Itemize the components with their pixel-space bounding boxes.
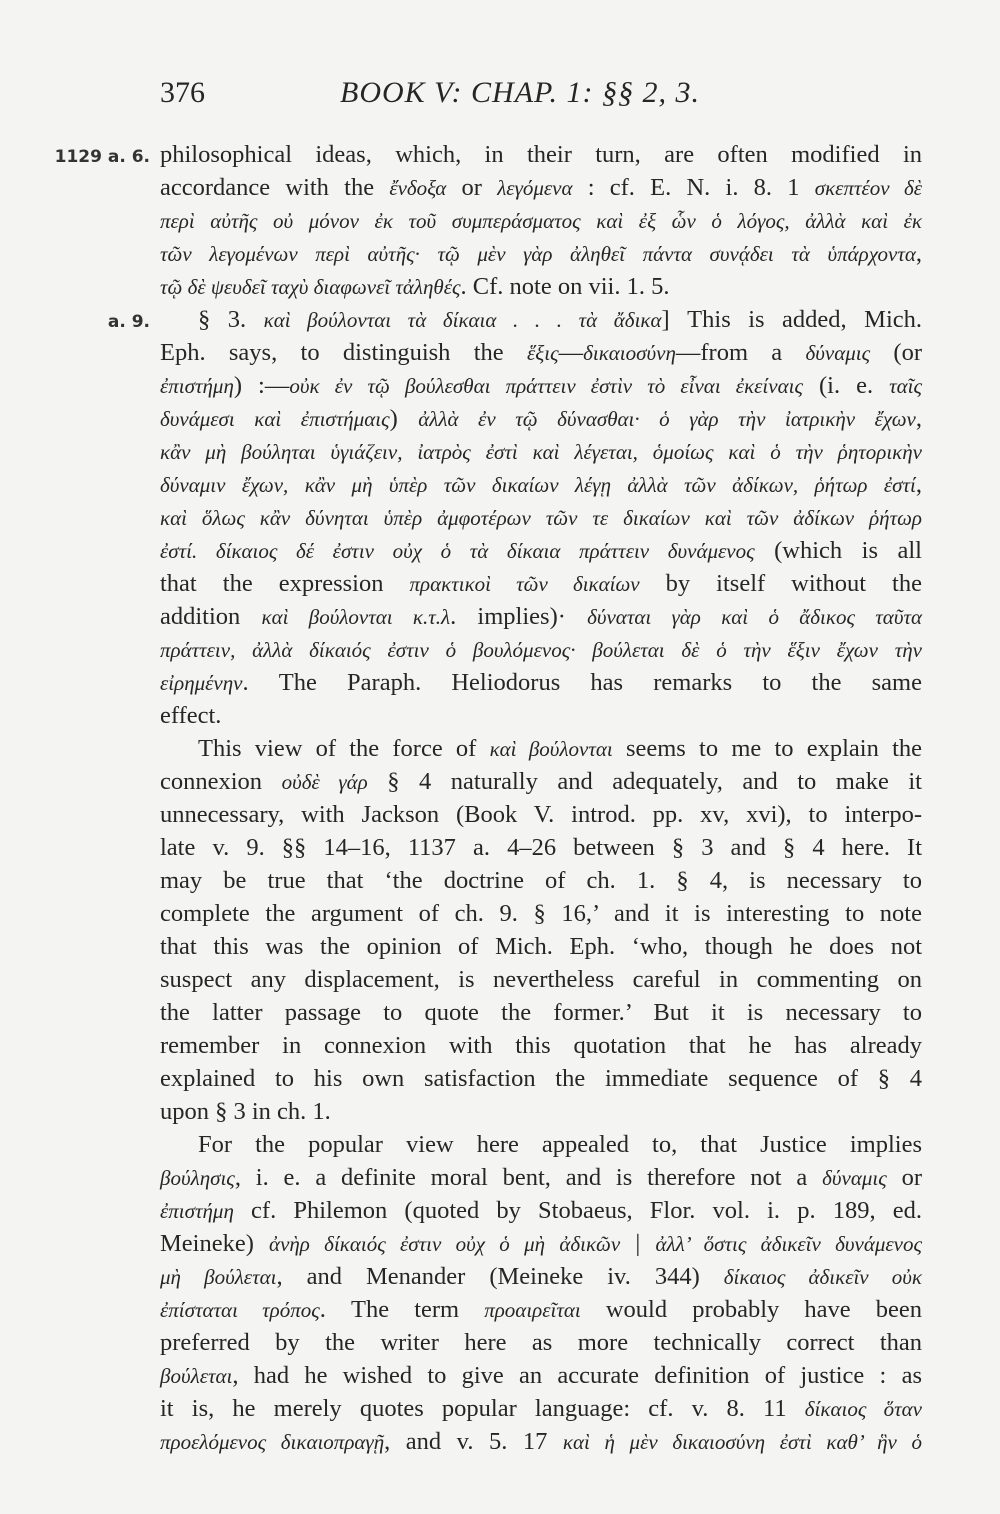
greek-text: ἀνὴρ δίκαιός ἐστιν οὐχ ὁ μὴ ἀδικῶν — [269, 1232, 621, 1256]
greek-text: κἂν μὴ βούληται ὑγιάζειν, ἰατρὸς ἐστὶ καὶ λέγεται, ὁμοίως καὶ ὁ τὴν ῥητορικὴν — [160, 440, 922, 464]
text-line — [160, 205, 922, 237]
text-line: For the popular view here appealed to, that Justice implies — [198, 1131, 922, 1158]
text-line: τῶν λεγομένων περὶ αὐτῆς· τῷ μὲν γὰρ ἀληθεῖ πάντα συνᾴδει τὰ ὑπάρχοντα, — [160, 240, 922, 267]
text-line: Meineke) ἀνὴρ δίκαιός ἐστιν οὐχ ὁ μὴ ἀδικῶν | ἀλλ’ ὅστις ἀδικεῖν δυνάμενος — [160, 1230, 922, 1257]
greek-text: δύναμιν ἔχων, κἂν μὴ ὑπὲρ τῶν δικαίων λέγῃ ἀλλὰ τῶν ἀδίκων, ῥήτωρ ἐστί — [160, 473, 916, 497]
text-line: δύναμιν ἔχων, κἂν μὴ ὑπὲρ τῶν δικαίων λέγῃ ἀλλὰ τῶν ἀδίκων, ῥήτωρ ἐστί, — [160, 471, 922, 498]
greek-text: μὴ βούλεται — [160, 1265, 277, 1289]
greek-text: τῶν λεγομένων περὶ αὐτῆς· τῷ μὲν γὰρ ἀληθεῖ πάντα συνᾴδει τὰ ὑπάρχοντα — [160, 242, 916, 266]
text-line: ἐπιστήμη cf. Philemon (quoted by Stobaeus, Flor. vol. i. p. 189, ed. — [160, 1197, 922, 1224]
text-line: it is, he merely quotes popular language: cf. v. 8. 11 δίκαιος ὅταν — [160, 1395, 922, 1422]
text-line: complete the argument of ch. 9. § 16,’ and it is interesting to note — [160, 900, 922, 927]
greek-text: βούλησις — [160, 1166, 235, 1190]
text-line: ἐπίσταται τρόπος. The term προαιρεῖται would probably have been — [160, 1296, 922, 1323]
greek-text: καὶ βούλονται — [489, 737, 613, 761]
text-line: accordance with the ἔνδοξα or λεγόμενα : cf. E. N. i. 8. 1 σκεπτέον δὲ — [160, 174, 922, 201]
greek-text: ἕξις — [526, 341, 559, 365]
greek-text: πρακτικοὶ τῶν δικαίων — [409, 572, 640, 596]
text-line: δυνάμεσι καὶ ἐπιστήμαις) ἀλλὰ ἐν τῷ δύνασθαι· ὁ γὰρ τὴν ἰατρικὴν ἔχων, — [160, 405, 922, 432]
text-line: the latter passage to quote the former.’ But it is necessary to — [160, 999, 922, 1026]
margin-ref: a. 9. — [107, 312, 150, 332]
greek-text: δυνάμεσι καὶ ἐπιστήμαις — [160, 407, 390, 431]
text-line: § 3. καὶ βούλονται τὰ δίκαια . . . τὰ ἄδικα] This is added, Mich. — [198, 306, 923, 333]
text-line: connexion οὐδὲ γάρ § 4 naturally and adequately, and to make it — [160, 768, 922, 795]
greek-text: σκεπτέον δὲ — [814, 176, 922, 200]
text-line — [160, 634, 922, 666]
text-line: late v. 9. §§ 14–16, 1137 a. 4–26 between § 3 and § 4 here. It — [160, 834, 922, 861]
text-line: βούλεται, had he wished to give an accurate definition of justice : as — [160, 1362, 922, 1389]
text-line — [160, 502, 922, 534]
greek-text: ἐστί. δίκαιος δέ ἐστιν οὐχ ὁ τὰ δίκαια πράττειν δυνάμενος — [160, 539, 755, 563]
text-line: remember in connexion with this quotation that he has already — [160, 1032, 922, 1059]
greek-text: δίκαιος ὅταν — [804, 1397, 922, 1421]
text-line: ἐπιστήμη) :—οὐκ ἐν τῷ βούλεσθαι πράττειν ἐστὶν τὸ εἶναι ἐκείναις (i. e. ταῖς — [160, 372, 922, 399]
greek-text: λεγόμενα — [497, 176, 573, 200]
text-line: This view of the force of καὶ βούλονται seems to me to explain the — [198, 735, 923, 762]
greek-text: τῷ δὲ ψευδεῖ ταχὺ διαφωνεῖ τἀληθές — [160, 275, 461, 299]
text-line — [160, 436, 922, 468]
greek-text: βούλεται — [160, 1364, 233, 1388]
greek-text: προαιρεῖται — [484, 1298, 581, 1322]
greek-text: οὐκ ἐν τῷ βούλεσθαι πράττειν ἐστὶν τὸ εἶναι ἐκείναις — [289, 374, 803, 398]
text-line: τῷ δὲ ψευδεῖ ταχὺ διαφωνεῖ τἀληθές. Cf. note on vii. 1. 5. — [160, 273, 670, 300]
text-line: βούλησις, i. e. a definite moral bent, and is therefore not a δύναμις or — [160, 1164, 922, 1191]
text-line: that this was the opinion of Mich. Eph. ‘who, though he does not — [160, 933, 922, 960]
greek-text: δίκαιος ἀδικεῖν οὐκ — [723, 1265, 922, 1289]
running-head: BOOK V: CHAP. 1: §§ 2, 3. — [340, 76, 700, 109]
text-line: preferred by the writer here as more technically correct than — [160, 1329, 922, 1356]
text-line: upon § 3 in ch. 1. — [160, 1098, 331, 1125]
text-line: Eph. says, to distinguish the ἕξις—δικαιοσύνη—from a δύναμις (or — [160, 339, 922, 366]
greek-text: δύναμις — [822, 1166, 887, 1190]
page-header — [0, 76, 1000, 116]
greek-text: δικαιοσύνη — [583, 341, 676, 365]
greek-text: οὐδὲ γάρ — [281, 770, 368, 794]
text-line: that the expression πρακτικοὶ τῶν δικαίων by itself without the — [160, 570, 922, 597]
text-line: explained to his own satisfaction the immediate sequence of § 4 — [160, 1065, 922, 1092]
greek-text: ἀλλὰ ἐν τῷ δύνασθαι· ὁ γὰρ τὴν ἰατρικὴν ἔχων — [418, 407, 916, 431]
greek-text: δύναμις — [805, 341, 871, 365]
text-line: εἰρημένην. The Paraph. Heliodorus has remarks to the same — [160, 669, 922, 696]
margin-ref: 1129 a. 6. — [54, 147, 150, 167]
greek-text: εἰρημένην — [160, 671, 243, 695]
greek-text: καὶ ἡ μὲν δικαιοσύνη ἐστὶ καθ’ ἣν ὁ — [562, 1430, 922, 1454]
greek-text: καὶ ὅλως κἂν δύνηται ὑπὲρ ἀμφοτέρων τῶν τε δικαίων καὶ τῶν ἀδίκων ῥήτωρ — [160, 506, 922, 530]
text-line: μὴ βούλεται, and Menander (Meineke iv. 344) δίκαιος ἀδικεῖν οὐκ — [160, 1263, 922, 1290]
greek-text: ἐπιστήμη — [160, 374, 234, 398]
greek-text: ἀλλ’ ὅστις ἀδικεῖν δυνάμενος — [655, 1232, 922, 1256]
greek-text: καὶ βούλονται κ.τ.λ — [261, 605, 451, 629]
text-line: addition καὶ βούλονται κ.τ.λ. implies)· δύναται γὰρ καὶ ὁ ἄδικος ταῦτα — [160, 603, 922, 630]
greek-text: δύναται γὰρ καὶ ὁ ἄδικος ταῦτα — [587, 605, 922, 629]
text-line: suspect any displacement, is nevertheless careful in commenting on — [160, 966, 922, 993]
greek-text: πράττειν, ἀλλὰ δίκαιός ἐστιν ὁ βουλόμενος· βούλεται δὲ ὁ τὴν ἕξιν ἔχων τὴν — [160, 638, 922, 662]
greek-text: ἔνδοξα — [389, 176, 447, 200]
text-line: ἐστί. δίκαιος δέ ἐστιν οὐχ ὁ τὰ δίκαια πράττειν δυνάμενος (which is all — [160, 537, 922, 564]
greek-text: περὶ αὐτῆς οὐ μόνον ἐκ τοῦ συμπεράσματος καὶ ἐξ ὧν ὁ λόγος, ἀλλὰ καὶ ἐκ — [160, 209, 922, 233]
page-number: 376 — [160, 76, 205, 109]
text-line: unnecessary, with Jackson (Book V. introd. pp. xv, xvi), to interpo- — [160, 801, 922, 828]
text-line: may be true that ‘the doctrine of ch. 1. § 4, is necessary to — [160, 867, 922, 894]
text-line: προελόμενος δικαιοπραγῇ, and v. 5. 17 καὶ ἡ μὲν δικαιοσύνη ἐστὶ καθ’ ἣν ὁ — [160, 1428, 922, 1455]
greek-text: ἐπίσταται τρόπος — [160, 1298, 320, 1322]
greek-text: καὶ βούλονται τὰ δίκαια . . . τὰ ἄδικα — [263, 308, 662, 332]
text-line: effect. — [160, 702, 222, 729]
greek-text: ταῖς — [889, 374, 922, 398]
greek-text: ἐπιστήμη — [160, 1199, 234, 1223]
greek-text: προελόμενος δικαιοπραγῇ — [160, 1430, 385, 1454]
text-line: philosophical ideas, which, in their turn, are often modified in — [160, 141, 922, 168]
